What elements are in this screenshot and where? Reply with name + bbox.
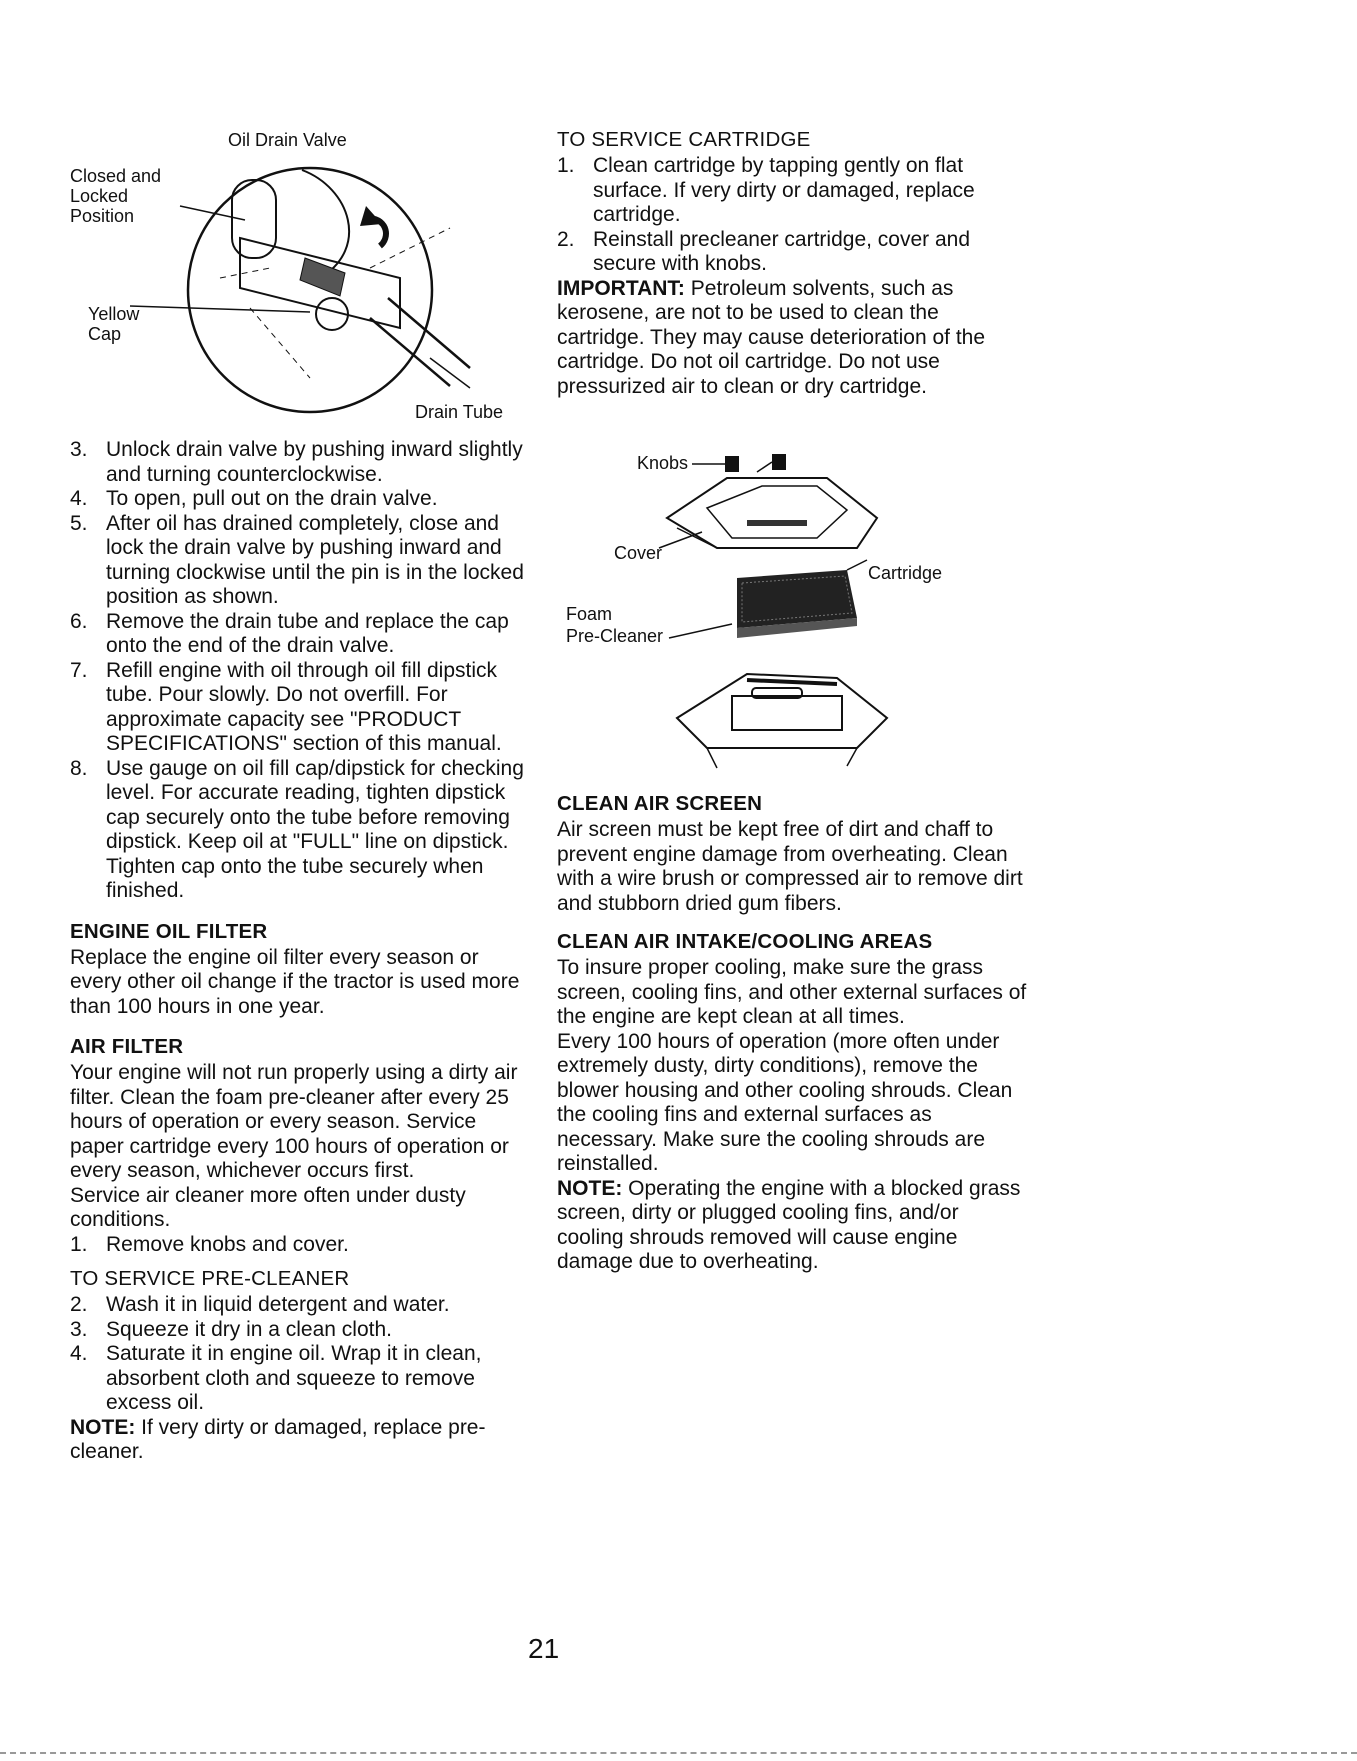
oil-drain-valve-figure	[70, 128, 525, 428]
oil-drain-steps	[70, 438, 525, 904]
list-item: 5. After oil has drained completely, close and lock the drain valve by pushing inward and turning clockwise until the pin is in the locked position as shown.	[70, 511, 524, 608]
list-item: 4. Saturate it in engine oil. Wrap it in clean, absorbent cloth and squeeze to remove excess oil.	[70, 1342, 482, 1414]
list-item: 2. Reinstall precleaner cartridge, cover and secure with knobs.	[557, 227, 971, 275]
figure-title: Oil Drain Valve	[228, 130, 347, 150]
bottom-edge-rule	[0, 1752, 1357, 1755]
label-yellow: Yellow	[88, 304, 140, 324]
cartridge-steps	[557, 154, 1027, 277]
label-cap: Cap	[88, 324, 122, 344]
air-filter-illustration	[557, 448, 1027, 788]
pre-cleaner-steps	[70, 1293, 525, 1416]
engine-oil-filter-text: Replace the engine oil filter every season or every other oil change if the tractor is used more than 100 hours in one year.	[70, 945, 520, 1018]
list-item: 3. Squeeze it dry in a clean cloth.	[70, 1317, 393, 1341]
label-cartridge: Cartridge	[868, 563, 943, 583]
list-item: 3. Unlock drain valve by pushing inward slightly and turning counterclockwise.	[70, 438, 523, 486]
pre-cleaner-note: NOTE: If very dirty or damaged, replace pre-cleaner.	[70, 1415, 486, 1463]
list-item: 4. To open, pull out on the drain valve.	[70, 487, 438, 510]
list-item: 6. Remove the drain tube and replace the cap onto the end of the drain valve.	[70, 609, 509, 657]
label-position: Position	[70, 206, 135, 226]
air-filter-heading: AIR FILTER	[70, 1035, 184, 1058]
label-locked: Locked	[70, 186, 129, 206]
label-cover: Cover	[614, 543, 663, 563]
label-pre-cleaner: Pre-Cleaner	[566, 626, 664, 646]
intake-cooling-text-2: Every 100 hours of operation (more often under extremely dusty, dirty conditions), remove the blower housing and other cooling shrouds. Clean the cooling fins and external surfaces as necessary. Make sure the cooling shrouds are reinstalled.	[557, 1029, 1013, 1175]
important-note: IMPORTANT: Petroleum solvents, such as kerosene, are not to be used to clean the cartridge. They may cause deterioration of the cartridge. Do not oil cartridge. Do not use pressurized air to clean or dry cartridge.	[557, 276, 986, 398]
right-lower-text	[557, 792, 1027, 1275]
air-filter-dusty-text: Service air cleaner more often under dusty conditions.	[70, 1183, 466, 1231]
engine-oil-filter-heading: ENGINE OIL FILTER	[70, 919, 268, 943]
page-number: 21	[528, 1633, 560, 1664]
air-filter-steps	[70, 1233, 525, 1258]
intake-cooling-heading: CLEAN AIR INTAKE/COOLING AREAS	[557, 930, 933, 953]
air-screen-heading: CLEAN AIR SCREEN	[557, 792, 763, 815]
label-closed-and: Closed and	[70, 166, 162, 186]
label-knobs: Knobs	[637, 453, 689, 473]
valve-illustration	[70, 128, 525, 428]
air-filter-text: Your engine will not run properly using a dirty air filter. Clean the foam pre-cleaner after every 25 hours of operation or every season. Service paper cartridge every 100 hours of operation or every season, whichever occurs first.	[70, 1061, 518, 1182]
air-screen-text: Air screen must be kept free of dirt and chaff to prevent engine damage from overheating. Clean with a wire brush or compressed air to remove dirt and stubborn dried gum fibers.	[557, 818, 1023, 915]
list-item: 1. Remove knobs and cover.	[70, 1232, 349, 1256]
left-text-flow	[70, 438, 525, 1465]
pre-cleaner-heading: TO SERVICE PRE-CLEANER	[70, 1267, 350, 1290]
cartridge-heading: TO SERVICE CARTRIDGE	[557, 128, 811, 151]
list-item: 1. Clean cartridge by tapping gently on flat surface. If very dirty or damaged, replace cartridge.	[557, 154, 975, 226]
air-filter-exploded-figure	[557, 448, 1027, 788]
list-item: 8. Use gauge on oil fill cap/dipstick for checking level. For accurate reading, tighten dipstick cap securely onto the tube before removing dipstick. Keep oil at "FULL" line on dipstick. Tighten cap onto the tube securely when finished.	[70, 756, 524, 902]
label-drain-tube: Drain Tube	[415, 402, 504, 422]
list-item: 7. Refill engine with oil through oil fill dipstick tube. Pour slowly. Do not overfill. For approximate capacity see "PRODUCT SPECIFICATIONS" section of this manual.	[70, 658, 502, 755]
cartridge-section	[557, 128, 1027, 399]
intake-cooling-text: To insure proper cooling, make sure the grass screen, cooling fins, and other external surfaces of the engine are kept clean at all times.	[557, 956, 1027, 1028]
list-item: 2. Wash it in liquid detergent and water.	[70, 1293, 450, 1316]
intake-cooling-note: NOTE: Operating the engine with a blocked grass screen, dirty or plugged cooling fins, and/or cooling shrouds removed will cause engine damage due to overheating.	[557, 1176, 1021, 1273]
label-foam: Foam	[566, 604, 613, 624]
